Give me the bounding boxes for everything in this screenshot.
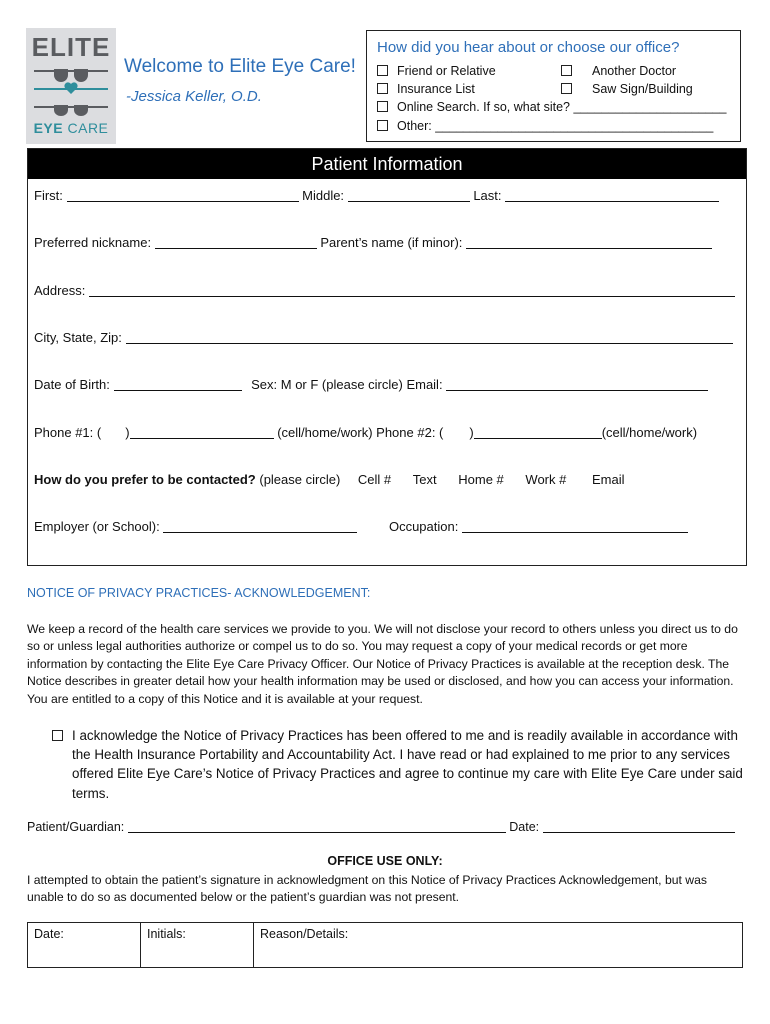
city-state-zip-field[interactable] [126,331,733,344]
dob-field[interactable] [114,378,242,391]
email-field[interactable] [446,378,708,391]
referral-option-insurance[interactable]: Insurance List [377,82,475,96]
referral-option-another-doctor[interactable]: Another Doctor [561,64,676,78]
checkbox-icon[interactable] [377,65,388,76]
referral-title: How did you hear about or choose our office? [377,39,680,56]
address-row: Address: [34,283,735,298]
employer-row: Employer (or School): Occupation: [34,519,688,534]
dob-row: Date of Birth: Sex: M or F (please circle) Email: [34,377,708,392]
welcome-heading: Welcome to Elite Eye Care! [124,56,356,77]
notice-body: We keep a record of the health care services we provide to you. We will not disclose your record to others unless you direct us to do so or unless legal authorities authorize or compel us to do so. You may request a copy of your medical records or get more information by contacting the Elite Eye Care Privacy Officer. Our Notice of Privacy Practices is available at the reception desk. The Notice describes in greater detail how your health information may be used or disclosed, and how you can access your information. You are entitled to a copy of this Notice and it is available at your request. [27,622,738,706]
acknowledgement [52,726,744,803]
parent-name-field[interactable] [466,236,712,249]
middle-name-field[interactable] [348,189,470,202]
employer-field[interactable] [163,520,357,533]
nickname-field[interactable] [155,236,317,249]
patient-information-title: Patient Information [28,149,746,179]
nickname-row: Preferred nickname: Parent’s name (if minor): [34,235,712,250]
first-name-field[interactable] [67,189,299,202]
patient-guardian-signature-field[interactable] [128,820,506,833]
acknowledge-checkbox[interactable] [52,730,63,741]
signature-row: Patient/Guardian: Date: [27,820,735,834]
referral-box [366,30,741,142]
checkbox-icon[interactable] [377,120,388,131]
referral-option-other[interactable]: Other: ________________________________________ [377,119,713,133]
signature-date-field[interactable] [543,820,735,833]
acknowledgement-text: I acknowledge the Notice of Privacy Practices has been offered to me and is readily available in accordance with the Health Insurance Portability and Accountability Act. I have read or had explained to me prior to any services offered Elite Eye Care’s Notice of Privacy Practices and agree to continue my care with Elite Eye Care under said terms. [72,728,743,801]
logo [26,28,116,144]
doctor-name: -Jessica Keller, O.D. [126,88,262,105]
phone1-field[interactable] [130,426,274,439]
patient-information-section [27,148,747,566]
office-use-title: OFFICE USE ONLY: [327,854,443,868]
contact-option-cell[interactable]: Cell # [357,472,392,487]
last-name-field[interactable] [505,189,719,202]
office-use-table [27,922,743,968]
office-date-cell[interactable]: Date: [28,923,141,967]
checkbox-icon[interactable] [561,83,572,94]
notice-title: NOTICE OF PRIVACY PRACTICES- ACKNOWLEDGEMENT: [27,586,371,600]
address-field[interactable] [89,284,735,297]
contact-option-text[interactable]: Text [412,472,437,487]
office-initials-cell[interactable]: Initials: [141,923,254,967]
phone-row: Phone #1: ( ) (cell/home/work) Phone #2: ( ) (cell/home/work) [34,425,698,440]
city-row: City, State, Zip: [34,330,733,345]
office-reason-cell[interactable]: Reason/Details: [260,927,349,941]
contact-preference-row: How do you prefer to be contacted? (please circle) Cell # Text Home # Work # Email [34,472,625,487]
referral-option-friend[interactable]: Friend or Relative [377,64,496,78]
contact-option-email[interactable]: Email [591,472,625,487]
checkbox-icon[interactable] [377,83,388,94]
contact-option-work[interactable]: Work # [525,472,567,487]
logo-wordmark-eyecare: EYE CARE [33,120,109,136]
referral-option-online[interactable]: Online Search. If so, what site? ______________________ [377,100,726,114]
checkbox-icon[interactable] [561,65,572,76]
office-use-body: I attempted to obtain the patient’s signature in acknowledgment on this Notice of Privacy Practices Acknowledgement, but was unable to do so as documented below or the patient’s guardian was not present. [27,873,707,905]
referral-option-sign[interactable]: Saw Sign/Building [561,82,693,96]
phone2-field[interactable] [474,426,602,439]
checkbox-icon[interactable] [377,101,388,112]
logo-wordmark-elite: ELITE [31,32,111,62]
occupation-field[interactable] [462,520,688,533]
name-row: First: Middle: Last: [34,188,719,203]
contact-option-home[interactable]: Home # [458,472,504,487]
glasses-icon [34,64,108,116]
